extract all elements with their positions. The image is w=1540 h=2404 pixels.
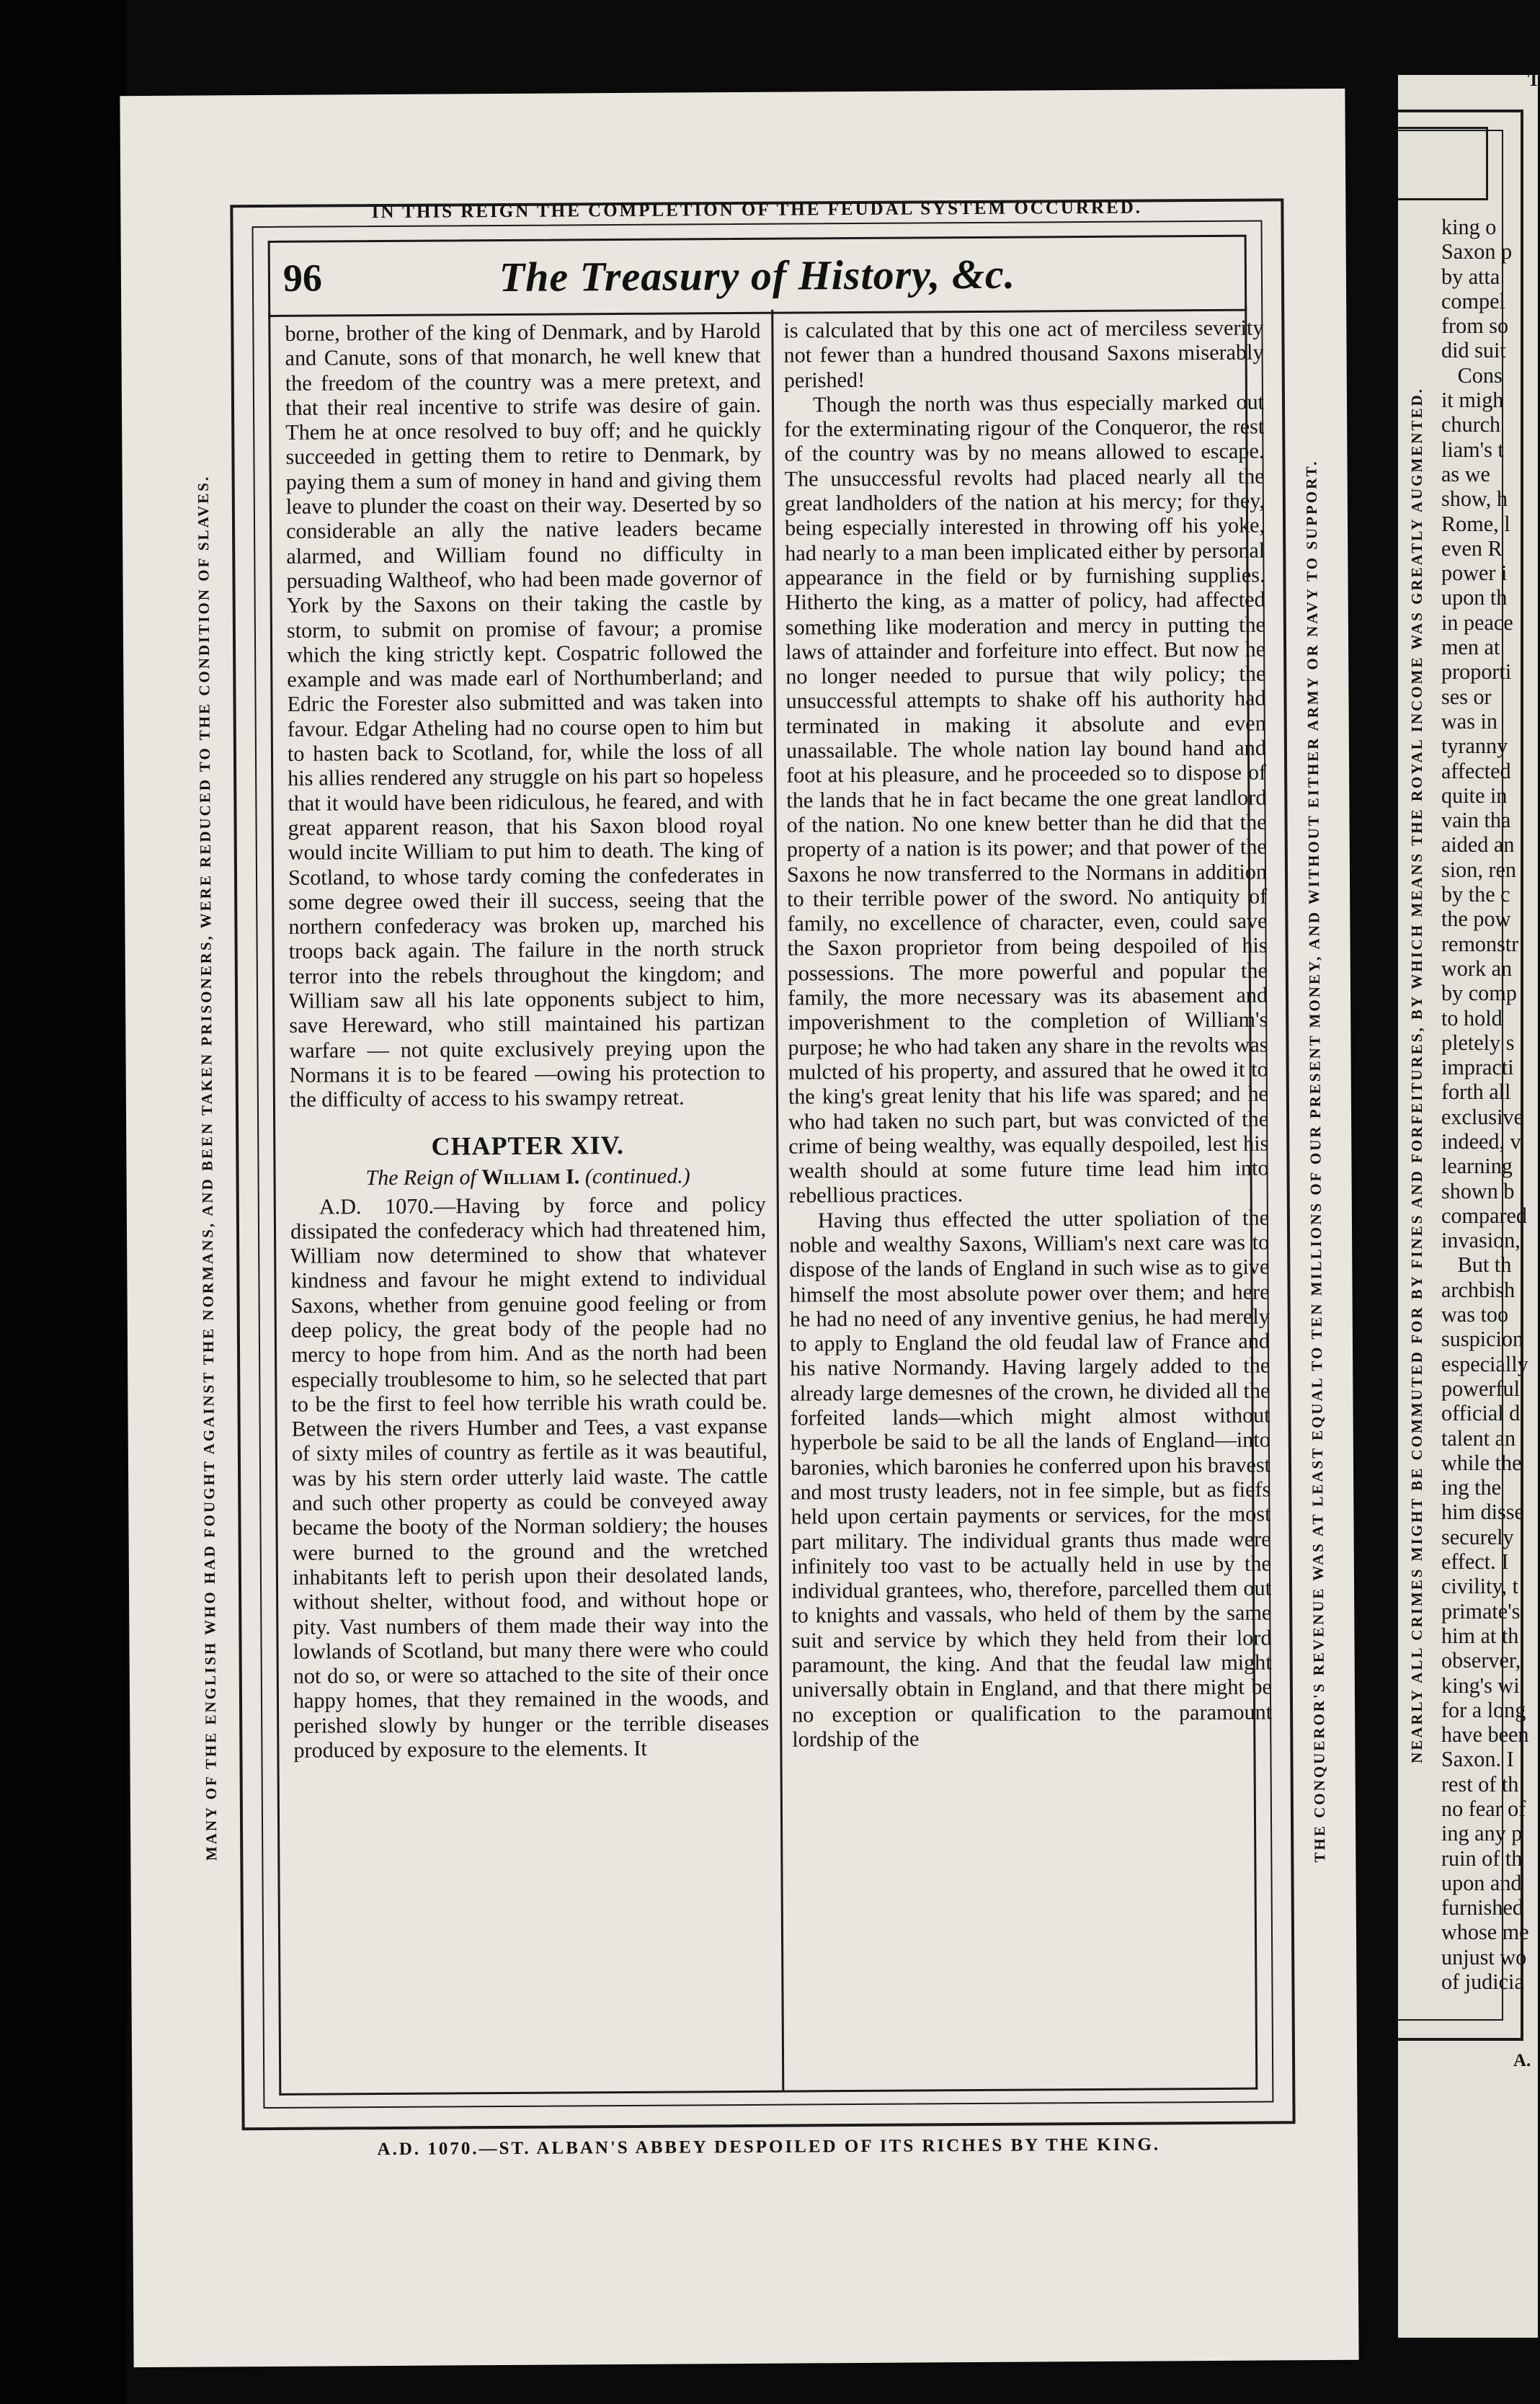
adjacent-top-banner: T [1528,71,1540,90]
page-header [268,235,1247,317]
right-margin-note: THE CONQUEROR'S REVENUE WAS AT LEAST EQUAL TO TEN MILLIONS OF OUR PRESENT MONEY, AND WITHOUT EITHER ARMY OR NAVY TO SUPPORT. [1302,459,1329,1863]
right-column [783,316,1274,2080]
reign-suffix: (continued.) [584,1163,690,1188]
scan-border-left [0,0,127,2404]
reign-prefix: The Reign of [365,1165,476,1190]
top-banner: IN THIS REIGN THE COMPLETION OF THE FEUDAL SYSTEM OCCURRED. [371,197,1143,223]
reign-king: William I. [481,1164,580,1189]
book-page [120,89,1358,2367]
adjacent-bottom-banner: A. [1513,2051,1531,2070]
text-body [268,307,1273,2096]
bottom-banner: A.D. 1070.—ST. ALBAN'S ABBEY DESPOILED OF ITS RICHES BY THE KING. [377,2134,1161,2160]
paragraph: Though the north was thus especially marked out for the exterminating rigour of the Conqueror, the rest of the country was by no means allowed to escape. The unsuccessful revolts had placed nearly all the great landholders of the nation at his mercy; for they, being especially interested in throwing off his yoke, had nearly to a man been implicated either by personal appearance in the field or by furnishing supplies. Hitherto the king, as a matter of policy, had affected something like moderation and mercy in putting the laws of attainder and forfeiture into effect. But now he no longer needed to pursue that wily policy; the unsuccessful attempts to shake off his authority had terminated in making it absolute and even unassailable. The whole nation lay bound hand and foot at his pleasure, and he proceeded so to dispose of the lands that he in fact became the one great landlord of the nation. No one knew better than he did that the property of a nation is its power; and that power of the Saxons he now transferred to the Normans in addition to their terrible power of the sword. No antiquity of family, no excellence of character, even, could save the Saxon proprietor from being despoiled of his possessions. The more powerful and popular the family, the more necessary was its abasement and impoverishment to the completion of William's purpose; he who had taken any share in the revolts was mulcted of his property, and assured that he owed it to the king's great lenity that his life was spared; and he who had taken no such part, but was convicted of the crime of being wealthy, was equally despoiled, lest his wealth should at some future time lead him into rebellious practices. [784,389,1269,1208]
chapter-title: CHAPTER XIV. [431,1130,625,1161]
adjacent-header [1398,127,1488,200]
page-frame [194,197,1329,2160]
running-title: The Treasury of History, &c. [499,250,1016,301]
paragraph: is calculated that by this one act of merciless severity not fewer than a hundred thousand Saxons miserably perished! [783,315,1264,393]
adjacent-frame [1398,110,1531,2070]
left-margin-note: MANY OF THE ENGLISH WHO HAD FOUGHT AGAINST THE NORMANS, AND BEEN TAKEN PRISONERS, WERE REDUCED TO THE CONDITION OF SLAVES. [194,474,221,1861]
left-column [285,319,771,2083]
column-divider [771,310,784,2091]
paragraph: A.D. 1070.—Having by force and policy dissipated the confederacy which had threatened him, William now determined to show that whatever kindness and favour he might extend to individual Saxons, whether from genuine good feeling or from deep policy, the great body of the people had no mercy to hope from him. And as the north had been especially troublesome to him, so he selected that part to be the first to feel how terrible his wrath could be. Between the rivers Humber and Tees, a vast expanse of sixty miles of country as fertile as it was beautiful, was by his stern order utterly laid waste. The cattle and such other property as could be conveyed away became the booty of the Norman soldiery; the houses were burned to the ground and the wretched inhabitants left to perish upon their desolated lands, without shelter, without food, and without hope or pity. Vast numbers of them made their way into the lowlands of Scotland, but many there were who could not do so, or were so attached to the site of their once happy homes, that they remained in the woods, and perished slowly by hunger or the terrible diseases produced by exposure to the elements. It [290,1191,770,1763]
adjacent-page [1398,71,1540,2338]
paragraph: borne, brother of the king of Denmark, and by Harold and Canute, sons of that monarch, he well knew that the freedom of the country was a mere pretext, and that their real incentive to strife was desire of gain. Them he at once resolved to buy off; and he quickly succeeded in getting them to retire to Denmark, by paying them a sum of money in hand and giving them leave to plunder the coast on their way. Deserted by so considerable an ally the native leaders became alarmed, and William found no difficulty in persuading Waltheof, who had been made governor of York by the Saxons on their taking the castle by storm, to submit on promise of favour; a promise which the king strictly kept. Cospatric followed the example and was made earl of Northumberland; and Edric the Forester also submitted and was taken into favour. Edgar Atheling had no course open to him but to hasten back to Scotland, for, while the loss of all his allies rendered any struggle on his part so hopeless that it would have been ridiculous, he feared, and with great apparent reason, that his Saxon blood royal would incite William to put him to death. The king of Scotland, to whose tardy coming the confederates in some degree owed their ill success, seeing that the northern confederacy was broken up, marched his troops back again. The failure in the north struck terror into the rebels throughout the kingdom; and William saw all his late opponents subject to him, save Hereward, who still maintained his partizan warfare — not quite exclusively preying upon the Normans it is to be feared —owing his protection to the difficulty of access to his swampy retreat. [285,318,765,1113]
adjacent-margin-note: NEARLY ALL CRIMES MIGHT BE COMMUTED FOR BY FINES AND FORFEITURES, BY WHICH MEANS THE ROYAL INCOME WAS GREATLY AUGMENTED. [1408,387,1425,1763]
adjacent-text: king o Saxon p by atta compel from so did suit Cons it migh church liam's t as we show, h Rome, l even R power i upon th in peace men at proporti ses or was in tyranny affected quite in vain tha aided an sion, ren by the c the pow remonstr work an by comp to hold pletely s impracti forth all exclusive indeed, v learning shown b compared invasion, But th archbish was too suspicion especially powerful official d talent an while the ing the him disse securely effect. I civility, t primate's him at th observer, king's wi for a long have been Saxon. I rest of th no fear of ing any p ruin of th upon and furnished whose me unjust wo of judicia [1441,215,1529,1995]
chapter-subtitle [290,1162,765,1191]
paragraph: Having thus effected the utter spoliation of the noble and wealthy Saxons, William's next care was to dispose of the lands of England in such wise as to give himself the most absolute power over them; and here he had no need of any inventive genius, he had merely to apply to England the old feudal law of France and his native Normandy. Having largely added to the already large demesnes of the crown, he divided all the forfeited lands—which might almost without hyperbole be said to be all the lands of England—into baronies, which baronies he conferred upon his bravest and most trusty leaders, not in fee simple, but as fiefs held upon certain payments or services, for the most part military. The individual grants thus made were infinitely too vast to be actually held in use by the individual grantees, who, therefore, parcelled them out to knights and vassals, who held of them by the same suit and service by which they held from their lord paramount, the king. And that the feudal law might universally obtain in England, and that there might be no exception or qualification to the paramount lordship of the [789,1205,1273,1752]
page-number: 96 [282,256,323,300]
